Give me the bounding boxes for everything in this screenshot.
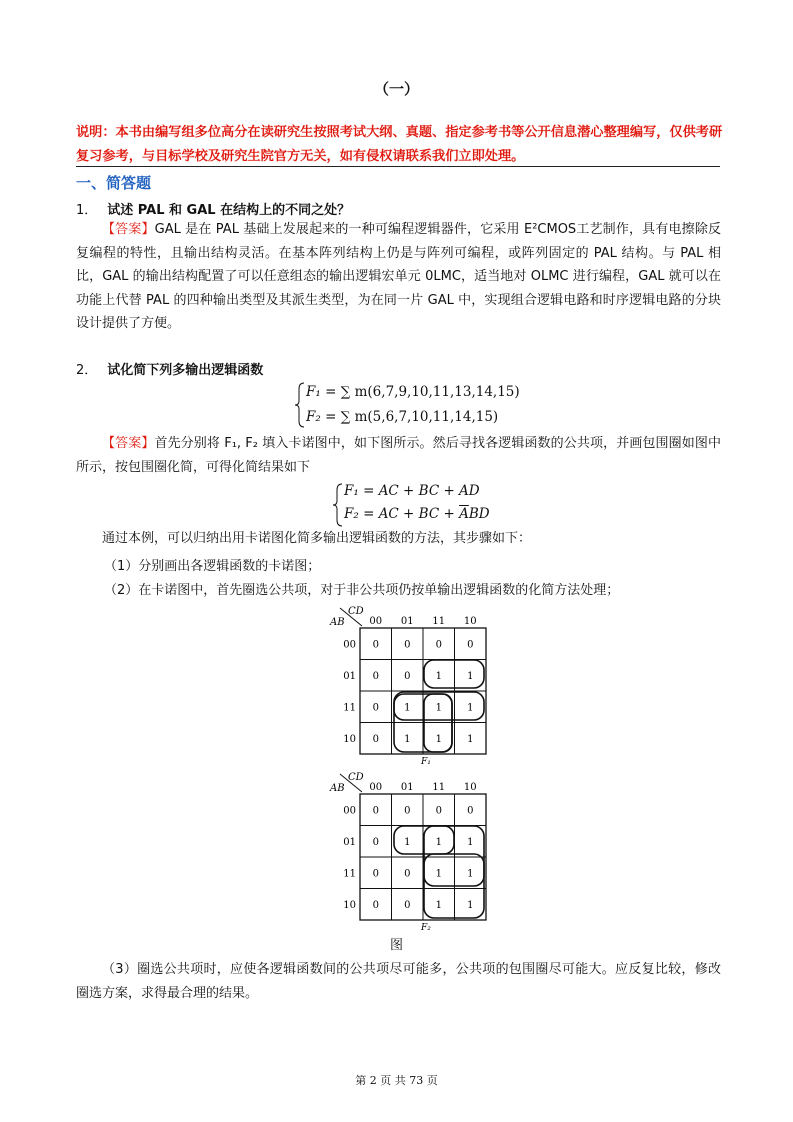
kmap-cell: 0 [372, 899, 379, 911]
karnaugh-map-f1 [326, 604, 492, 770]
kmap-corner-top: CD [348, 606, 364, 617]
kmap-label: F₁ [421, 757, 431, 767]
kmap-cell: 1 [435, 733, 442, 745]
kmap-corner-top: CD [348, 772, 364, 783]
kmap-col-header: 11 [432, 782, 446, 793]
kmap-cell: 1 [467, 836, 474, 848]
kmap-cell: 1 [404, 836, 411, 848]
karnaugh-map-f2 [326, 770, 492, 936]
figure-caption: 图 [389, 938, 403, 953]
kmap-row-header: 01 [343, 670, 356, 682]
kmap-cell: 0 [372, 702, 379, 714]
step-2: （2）在卡诺图中，首先圈选公共项，对于非公共项仍按单输出逻辑函数的化简方法处理； [104, 583, 620, 598]
question-text: 试化简下列多输出逻辑函数 [107, 363, 264, 378]
kmap-cell: 0 [372, 868, 379, 880]
kmap-row-header: 10 [343, 733, 356, 745]
kmap-cell: 0 [404, 670, 411, 682]
kmap-cell: 0 [467, 805, 474, 817]
answer-tag: 【答案】 [102, 436, 155, 451]
answer-text: 首先分别将 F₁, F₂ 填入卡诺图中，如下图所示。然后寻找各逻辑函数的公共项，并画包围圈如图中所示，按包围圈化简，可得化简结果如下 [76, 436, 721, 475]
kmap-col-header: 00 [369, 616, 383, 627]
kmap-cell: 0 [372, 836, 379, 848]
eq-rhs: AC + BC + AD [378, 483, 480, 499]
kmap-col-header: 01 [400, 616, 414, 627]
kmap-cell: 1 [435, 899, 442, 911]
equation-f2 [306, 409, 498, 425]
kmap-cell: 0 [372, 733, 379, 745]
eq-lhs: F₂ = [344, 506, 375, 522]
kmap-cell: 1 [435, 670, 442, 682]
equation-f1 [306, 384, 520, 400]
left-brace [294, 381, 306, 429]
step-1: （1）分别画出各逻辑函数的卡诺图； [104, 559, 321, 574]
kmap-corner-left: AB [330, 617, 345, 628]
question-1-answer [76, 218, 721, 336]
result-equations [332, 482, 572, 528]
section-title: 一、简答题 [76, 174, 152, 192]
question-2-answer [76, 432, 721, 479]
kmap-row-header: 11 [343, 868, 356, 880]
kmap-col-header: 11 [432, 616, 446, 627]
kmap-col-header: 01 [400, 782, 414, 793]
kmap-cell: 1 [467, 733, 474, 745]
question-text: 试述 PAL 和 GAL 在结构上的不同之处？ [107, 203, 351, 218]
kmap-corner-left: AB [330, 783, 345, 794]
page-footer: 第 2 页 共 73 页 [355, 1074, 438, 1087]
eq-lhs: F₂ = [306, 409, 337, 425]
kmap-cell: 1 [467, 868, 474, 880]
method-summary: 通过本例，可以归纳出用卡诺图化简多输出逻辑函数的方法，其步骤如下： [102, 531, 532, 546]
kmap-cell: 1 [467, 899, 474, 911]
left-brace [332, 482, 344, 528]
kmap-cell: 1 [467, 670, 474, 682]
kmap-row-header: 10 [343, 899, 356, 911]
kmap-cell: 1 [467, 702, 474, 714]
kmap-cell: 0 [372, 805, 379, 817]
kmap-cell: 0 [435, 805, 442, 817]
eq-rhs-overbar: $\overline{A}$ [459, 506, 469, 522]
answer-tag: 【答案】 [102, 222, 155, 237]
kmap-cell: 0 [372, 639, 379, 651]
answer-text: GAL 是在 PAL 基础上发展起来的一种可编程逻辑器件，它采用 E²CMOS工艺制作，具有电擦除反复编程的特性，且输出结构灵活。在基本阵列结构上仍是与阵列可编程，或阵列固定的 PAL 结构。与 PAL 相比，GAL 的输出结构配置了可以任意组态的输出逻辑宏单元 0LMC，适当地对 OLMC 进行编程，GAL 就可以在功能上代替 PAL 的四种输出类型及其派生类型，为在同一片 GAL 中，实现组合逻辑电路和时序逻辑电路的分块设计提供了方便。 [76, 222, 721, 331]
kmap-label: F₂ [421, 923, 431, 933]
question-1-title [76, 199, 350, 218]
kmap-cell: 1 [435, 702, 442, 714]
eq-rhs-part: BD [468, 506, 490, 522]
kmap-cell: 0 [404, 805, 411, 817]
kmap-col-header: 10 [463, 782, 477, 793]
eq-lhs: F₁ = [344, 483, 375, 499]
kmap-cell: 0 [404, 868, 411, 880]
result-f2 [344, 506, 490, 522]
question-number: 2． [76, 363, 98, 378]
kmap-cell: 1 [404, 702, 411, 714]
kmap-cell: 1 [435, 836, 442, 848]
kmap-row-header: 00 [343, 639, 356, 651]
kmap-col-header: 10 [463, 616, 477, 627]
step-3: （3）圈选公共项时，应使各逻辑函数间的公共项尽可能多，公共项的包围圈尽可能大。应反复比较，修改圈选方案，求得最合理的结果。 [76, 962, 721, 1001]
kmap-row-header: 01 [343, 836, 356, 848]
question-2-title [76, 359, 263, 378]
eq-lhs: F₁ = [306, 384, 337, 400]
given-equations [294, 381, 594, 431]
eq-rhs-part: AC + BC + [378, 506, 460, 522]
kmap-cell: 0 [467, 639, 474, 651]
eq-rhs: ∑ m(5,6,7,10,11,14,15) [340, 409, 499, 425]
divider [76, 166, 720, 167]
copyright-notice: 说明：本书由编写组多位高分在读研究生按照考试大纲、真题、指定参考书等公开信息潜心整理编写，仅供考研复习参考，与目标学校及研究生院官方无关，如有侵权请联系我们立即处理。 [76, 125, 723, 164]
kmap-row-header: 11 [343, 702, 356, 714]
kmap-row-header: 00 [343, 805, 356, 817]
kmap-cell: 1 [404, 733, 411, 745]
kmap-cell: 0 [404, 639, 411, 651]
kmap-col-header: 00 [369, 782, 383, 793]
kmap-cell: 0 [404, 899, 411, 911]
kmap-cell: 0 [372, 670, 379, 682]
kmap-cell: 1 [435, 868, 442, 880]
result-f1 [344, 483, 480, 499]
eq-rhs: ∑ m(6,7,9,10,11,13,14,15) [340, 384, 520, 400]
page-heading: （一） [373, 80, 419, 98]
question-number: 1． [76, 203, 98, 218]
kmap-cell: 0 [435, 639, 442, 651]
